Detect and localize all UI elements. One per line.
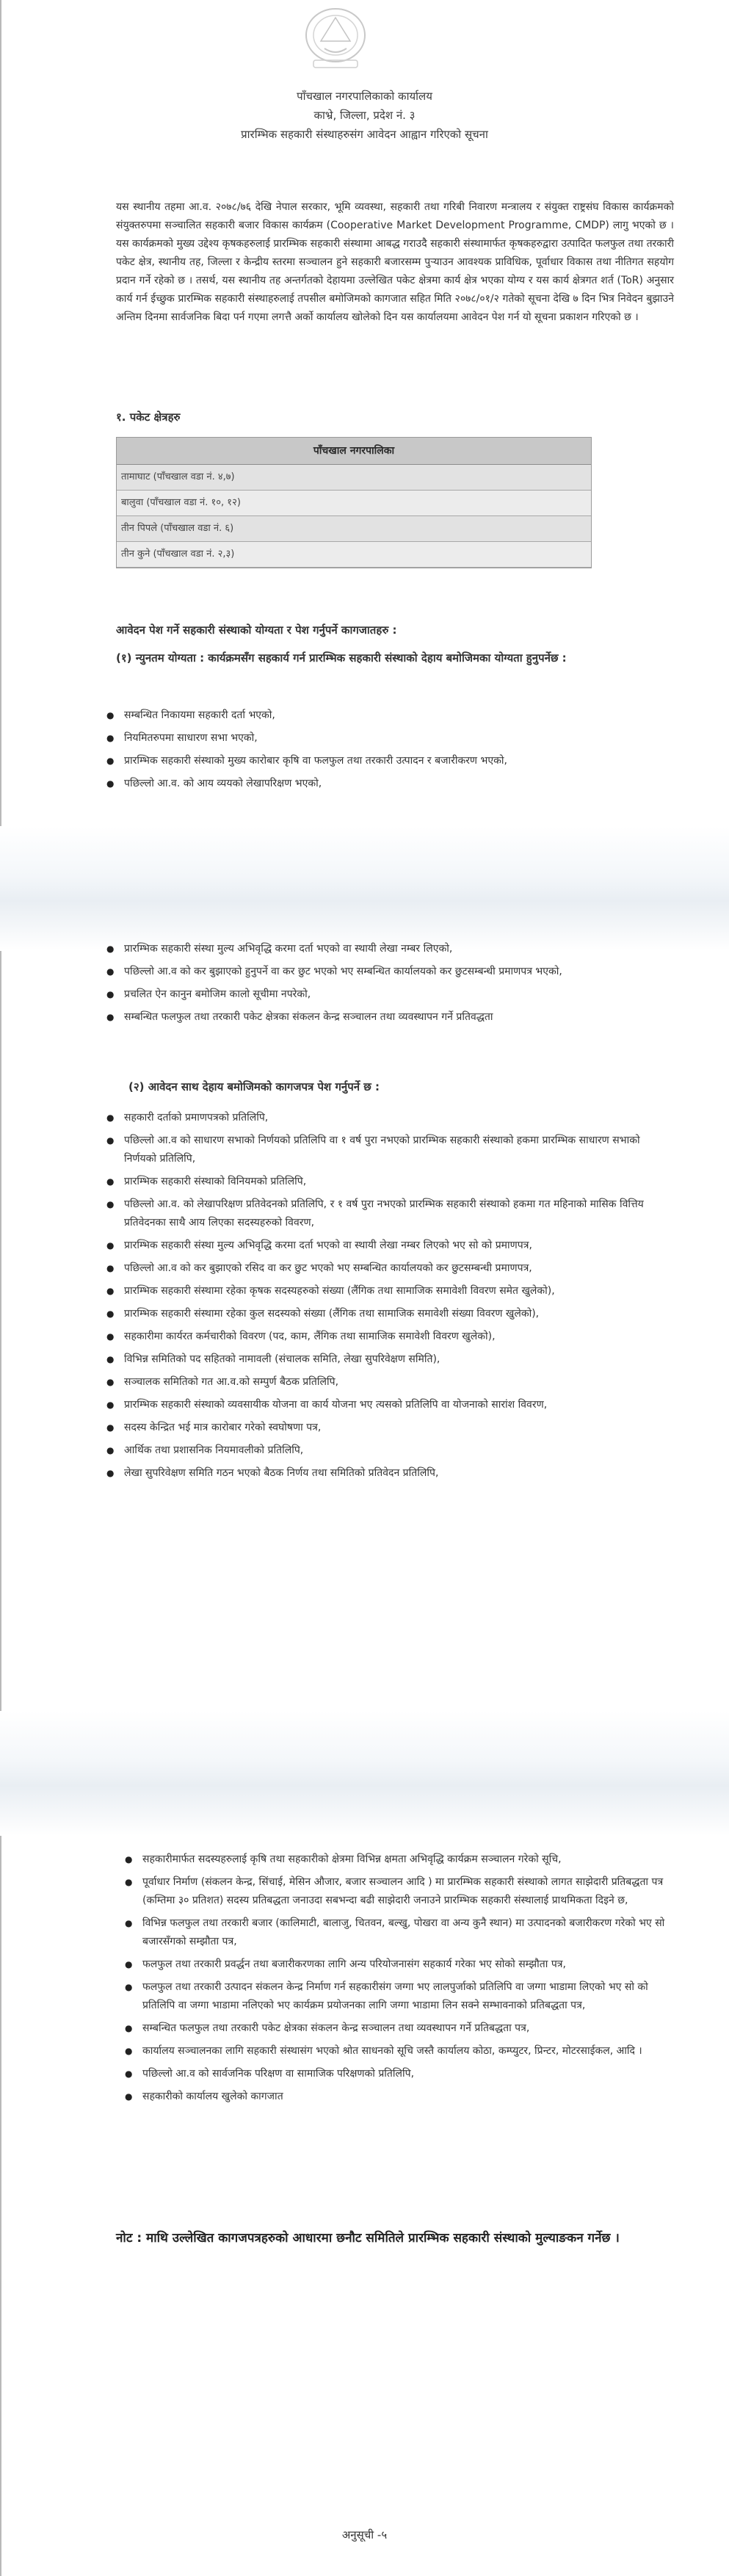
list-item: ● पछिल्लो आ.व को सार्वजनिक परिक्षण वा सामाजिक परिक्षणको प्रतिलिपि, xyxy=(125,2065,683,2083)
office-name: पाँचखाल नगरपालिकाको कार्यालय xyxy=(297,90,432,103)
pocket-section-heading: १. पकेट क्षेत्रहरु xyxy=(116,410,181,424)
list-item: ● नियमितरुपमा साधारण सभा भएको, xyxy=(106,729,664,748)
list-item: ● प्रारम्भिक सहकारी संस्थाको व्यवसायीक योजना वा कार्य योजना भए त्यसको प्रतिलिपि वा योजनाको सारांश विवरण, xyxy=(106,1396,664,1414)
list-item: ● सम्बन्धित निकायमा सहकारी दर्ता भएको, xyxy=(106,706,664,725)
evaluation-note: नोट : माथि उल्लेखित कागजपत्रहरुको आधारमा छनौट समितिले प्रारम्भिक सहकारी संस्थाको मुल्याङकन गर्नेछ । xyxy=(116,2231,620,2246)
government-emblem-icon xyxy=(295,4,376,72)
list-item: ● पछिल्लो आ.व. को आय व्ययको लेखापरिक्षण भएको, xyxy=(106,775,664,793)
pocket-area-table xyxy=(116,437,592,568)
page-break-shadow xyxy=(0,826,729,951)
list-item: ● प्रारम्भिक सहकारी संस्थामा रहेका कुल सदस्यको संख्या (लैंगिक तथा सामाजिक समावेशी संख्या विवरण खुलेको), xyxy=(106,1305,664,1323)
list-item: ● सञ्चालक समितिको गत आ.व.को सम्पुर्ण बैठक प्रतिलिपि, xyxy=(106,1373,664,1392)
list-item: ● फलफुल तथा तरकारी उत्पादन संकलन केन्द्र निर्माण गर्न सहकारीसंग जग्गा भए लालपुर्जाको प्रतिलिपि वा जग्गा भाडामा लिएको भए सो को प्रतिलिपि वा जग्गा भाडामा नलिएको भए कार्यक्रम प्रयोजनका लागि जग्गा भाडामा लिन सक्ने सम्भावनाको प्रतिबद्धता पत्र, xyxy=(125,1978,683,2015)
list-item: ● सम्बन्धित फलफुल तथा तरकारी पकेट क्षेत्रका संकलन केन्द्र सञ्चालन तथा व्यवस्थापन गर्ने प्रतिवद्धता xyxy=(106,1008,664,1027)
list-item: ● सहकारी दर्ताको प्रमाणपत्रको प्रतिलिपि, xyxy=(106,1109,664,1127)
table-row: बालुवा (पाँचखाल वडा नं. १०, १२) xyxy=(117,491,591,516)
list-item: ● विभिन्न समितिको पद सहितको नामावली (संचालक समिति, लेखा सुपरिवेक्षण समिति), xyxy=(106,1350,664,1369)
office-address: काभ्रे, जिल्ला, प्रदेश नं. ३ xyxy=(313,109,416,122)
list-item: ● प्रारम्भिक सहकारी संस्थाको मुख्य कारोबार कृषि वा फलफुल तथा तरकारी उत्पादन र बजारीकरण भएको, xyxy=(106,752,664,770)
table-row: तीन कुने (पाँचखाल वडा नं. २,३) xyxy=(117,542,591,568)
notice-header xyxy=(0,87,729,144)
list-item: ● प्रारम्भिक सहकारी संस्था मुल्य अभिवृद्धि करमा दर्ता भएको वा स्थायी लेखा नम्बर लिएको भए सो को प्रमाणपत्र, xyxy=(106,1237,664,1255)
list-item: ● सदस्य केन्द्रित भई मात्र कारोबार गरेको स्वघोषणा पत्र, xyxy=(106,1419,664,1437)
documents-heading: (२) आवेदन साथ देहाय बमोजिमको कागजपत्र पेश गर्नुपर्ने छ : xyxy=(128,1080,380,1093)
list-item: ● सहकारीमार्फत सदस्यहरुलाई कृषि तथा सहकारीको क्षेत्रमा विभिन्न क्षमता अभिवृद्धि कार्यक्रम सञ्चालन गरेको सूचि, xyxy=(125,1850,683,1869)
list-item: ● प्रारम्भिक सहकारी संस्था मुल्य अभिवृद्धि करमा दर्ता भएको वा स्थायी लेखा नम्बर लिएको, xyxy=(106,940,664,958)
list-item: ● पछिल्लो आ.व को कर बुझाएको हुनुपर्ने वा कर छुट भएको भए सम्बन्धित कार्यालयको कर छुटसम्बन्धी प्रमाणपत्र भएको, xyxy=(106,963,664,981)
eligibility-list-a xyxy=(106,706,664,797)
list-item: ● आर्थिक तथा प्रशासनिक नियमावलीको प्रतिलिपि, xyxy=(106,1441,664,1460)
documents-list-a xyxy=(106,1109,664,1487)
documents-list-b xyxy=(125,1850,683,2110)
list-item: ● प्रारम्भिक सहकारी संस्थामा रहेका कृषक सदस्यहरुको संख्या (लैंगिक तथा सामाजिक समावेशी विवरण समेत खुलेको), xyxy=(106,1282,664,1300)
eligibility-subheading: (१) न्युनतम योग्यता : कार्यक्रमसँग सहकार्य गर्न प्रारम्भिक सहकारी संस्थाको देहाय बमोजिमका योग्यता हुनुपर्नेछ : xyxy=(116,651,567,665)
list-item: ● लेखा सुपरिवेक्षण समिति गठन भएको बैठक निर्णय तथा समितिको प्रतिवेदन प्रतिलिपि, xyxy=(106,1464,664,1483)
list-item: ● विभिन्न फलफुल तथा तरकारी बजार (कालिमाटी, बालाजु, चितवन, बल्खु, पोखरा वा अन्य कुनै स्थान) मा उत्पादनको बजारीकरण गरेको भए सो बजारसँगको सम्झौता पत्र, xyxy=(125,1914,683,1951)
list-item: ● सम्बन्धित फलफुल तथा तरकारी पकेट क्षेत्रका संकलन केन्द्र सञ्चालन तथा व्यवस्थापन गर्ने प्रतिबद्धता पत्र, xyxy=(125,2019,683,2038)
list-item: ● प्रचलित ऐन कानुन बमोजिम कालो सूचीमा नपरेको, xyxy=(106,985,664,1004)
eligibility-heading: आवेदन पेश गर्ने सहकारी संस्थाको योग्यता र पेश गर्नुपर्ने कागजातहरु : xyxy=(116,623,397,637)
eligibility-list-b xyxy=(106,940,664,1031)
list-item: ● कार्यालय सञ्चालनका लागि सहकारी संस्थासंग भएको श्रोत साधनको सूचि जस्तै कार्यालय कोठा, कम्प्युटर, प्रिन्टर, मोटरसाईकल, आदि । xyxy=(125,2042,683,2061)
list-item: ● सहकारीको कार्यालय खुलेको कागजात xyxy=(125,2088,683,2106)
list-item: ● पछिल्लो आ.व. को लेखापरिक्षण प्रतिवेदनको प्रतिलिपि, र १ वर्ष पुरा नभएको प्रारम्भिक सहकारी संस्थाको हकमा गत महिनाको मासिक वित्तिय प्रतिवेदनका साथै आय लिएका सदस्यहरुको विवरण, xyxy=(106,1195,664,1232)
annex-label: अनुसूची -५ xyxy=(341,2528,388,2541)
notice-title: प्रारम्भिक सहकारी संस्थाहरुसंग आवेदन आह्वान गरिएको सूचना xyxy=(241,128,488,141)
page-break-shadow xyxy=(0,1711,729,1836)
list-item: ● पछिल्लो आ.व को कर बुझाएको रसिद वा कर छुट भएको भए सम्बन्धित कार्यालयको कर छुटसम्बन्धी प्रमाणपत्र, xyxy=(106,1259,664,1278)
table-row: तीन पिपले (पाँचखाल वडा नं. ६) xyxy=(117,516,591,542)
list-item: ● सहकारीमा कार्यरत कर्मचारीको विवरण (पद, काम, लैंगिक तथा सामाजिक समावेशी विवरण खुलेको), xyxy=(106,1328,664,1346)
list-item: ● प्रारम्भिक सहकारी संस्थाको विनियमको प्रतिलिपि, xyxy=(106,1173,664,1191)
intro-paragraph: यस स्थानीय तहमा आ.व. २०७८/७६ देखि नेपाल सरकार, भूमि व्यवस्था, सहकारी तथा गरिबी निवारण मन्त्रालय र संयुक्त राष्ट्रसंघ विकास कार्यक्रमको संयुक्तरुपमा सञ्चालित सहकारी बजार विकास कार्यक्रम (Cooperative Market Development Programme, CMDP) लागु भएको छ । यस कार्यक्रमको मुख्य उद्देश्य कृषकहरुलाई प्रारम्भिक सहकारी संस्थामा आबद्ध गराउदै सहकारी संस्थामार्फत कृषकहरुद्वारा उत्पादित फलफुल तथा तरकारी पकेट क्षेत्र, स्थानीय तह, जिल्ला र केन्द्रीय स्तरमा सञ्चालन हुने सहकारी बजारसम्म पुऱ्याउन आवश्यक प्राविधिक, पूर्वाधार विकास तथा नीतिगत सहयोग प्रदान गर्ने रहेको छ । तसर्थ, यस स्थानीय तह अन्तर्गतको देहायमा उल्लेखित पकेट क्षेत्रमा कार्य क्षेत्र भएका योग्य र यस कार्य क्षेत्रगत शर्त (ToR) अनुसार कार्य गर्न ईच्छुक प्रारम्भिक सहकारी संस्थाहरुलाई तपसील बमोजिमको कागजात सहित मिति २०७८/०१/२ गतेको सूचना देखि ७ दिन भित्र निवेदन बुझाउने अन्तिम दिनमा सार्वजनिक बिदा पर्न गएमा लगत्तै अर्को कार्यालय खोलेको दिन यस कार्यालयमा आवेदन पेश गर्न यो सूचना प्रकाशन गरिएको छ । xyxy=(116,201,675,323)
table-body xyxy=(117,465,591,568)
list-item: ● पूर्वाधार निर्माण (संकलन केन्द्र, सिंचाई, मेसिन औजार, बजार सञ्चालन आदि ) मा प्रारम्भिक सहकारी संस्थाको लागत साझेदारी प्रतिबद्धता पत्र (कम्तिमा ३० प्रतिशत) सदस्य प्रतिबद्धता जनाउदा सबभन्दा बढी साझेदारी जनाउने प्रारम्भिक सहकारी संस्थालाई प्राथमिकता दिइने छ, xyxy=(125,1873,683,1910)
table-row: तामाघाट (पाँचखाल वडा नं. ४,७) xyxy=(117,465,591,491)
table-header: पाँचखाल नगरपालिका xyxy=(117,438,591,465)
list-item: ● पछिल्लो आ.व को साधारण सभाको निर्णयको प्रतिलिपि वा १ वर्ष पुरा नभएको प्रारम्भिक सहकारी संस्थाको हकमा प्रारम्भिक साधारण सभाको निर्णयको प्रतिलिपि, xyxy=(106,1132,664,1168)
list-item: ● फलफुल तथा तरकारी प्रवर्द्धन तथा बजारीकरणका लागि अन्य परियोजनासंग सहकार्य गरेका भए सोको सम्झौता पत्र, xyxy=(125,1955,683,1974)
